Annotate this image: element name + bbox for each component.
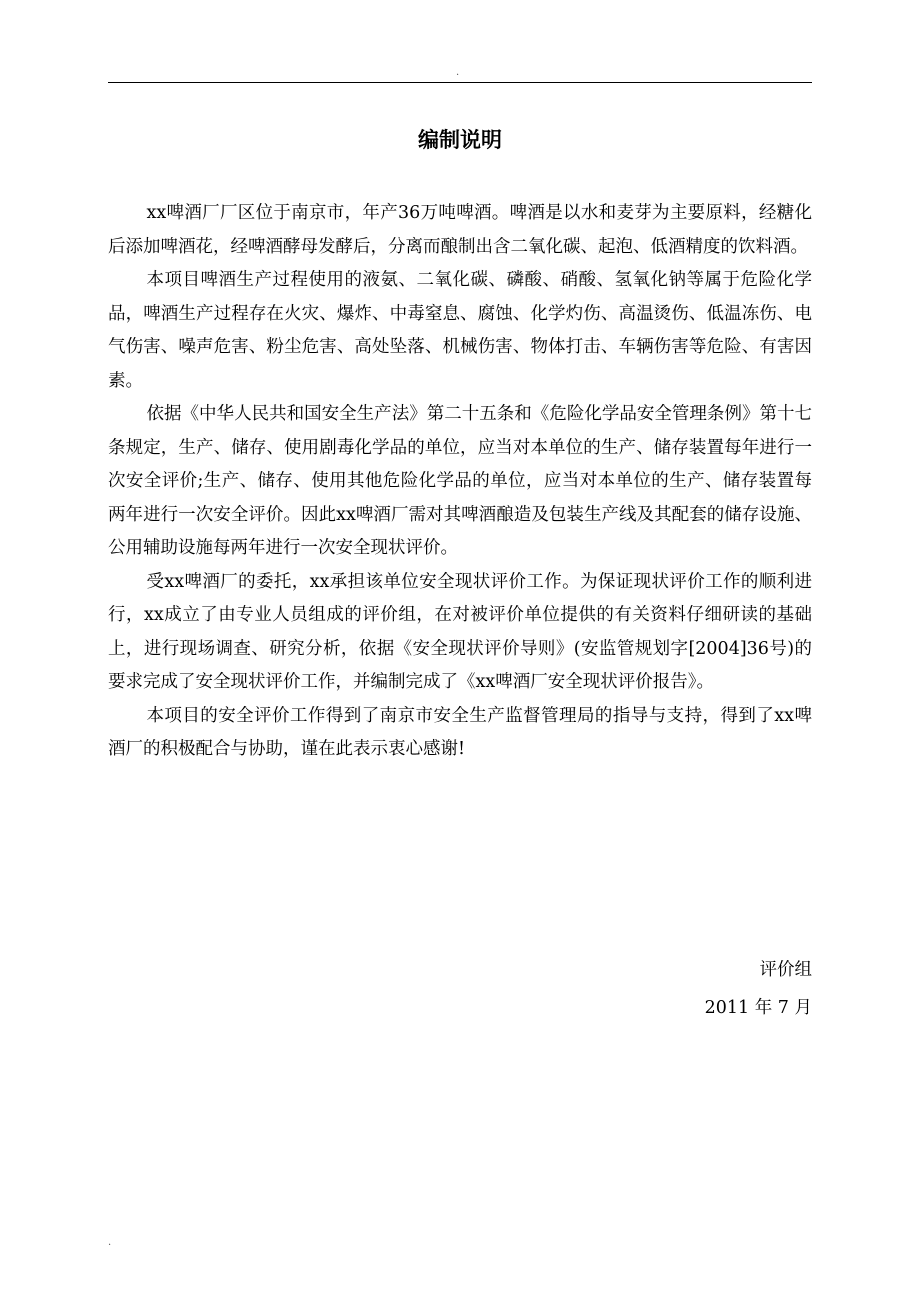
footer-mark: . <box>108 1237 112 1248</box>
signature-date: 2011 年 7 月 <box>704 998 812 1018</box>
document-body <box>108 197 812 767</box>
header-rule <box>108 82 812 83</box>
header-mark: . <box>456 67 460 78</box>
paragraph-3: 依据《中华人民共和国安全生产法》第二十五条和《危险化学品安全管理条例》第十七条规定，生产、储存、使用剧毒化学品的单位，应当对本单位的生产、储存装置每年进行一次安全评价;生产、储存、使用其他危险化学品的单位，应当对本单位的生产、储存装置每两年进行一次安全评价。因此xx啤酒厂需对其啤酒酿造及包装生产线及其配套的储存设施、公用辅助设施每两年进行一次安全现状评价。 <box>108 404 812 558</box>
paragraph-4: 受xx啤酒厂的委托，xx承担该单位安全现状评价工作。为保证现状评价工作的顺利进行，xx成立了由专业人员组成的评价组，在对被评价单位提供的有关资料仔细研读的基础上，进行现场调查、研究分析，依据《安全现状评价导则》(安监管规划字[2004]36号)的要求完成了安全现状评价工作，并编制完成了《xx啤酒厂安全现状评价报告》。 <box>108 571 812 692</box>
paragraph-1: xx啤酒厂厂区位于南京市，年产36万吨啤酒。啤酒是以水和麦芽为主要原料，经糖化后添加啤酒花，经啤酒酵母发酵后，分离而酿制出含二氧化碳、起泡、低酒精度的饮料酒。 <box>108 203 812 257</box>
paragraph-2: 本项目啤酒生产过程使用的液氨、二氧化碳、磷酸、硝酸、氢氧化钠等属于危险化学品，啤酒生产过程存在火灾、爆炸、中毒窒息、腐蚀、化学灼伤、高温烫伤、低温冻伤、电气伤害、噪声危害、粉尘危害、高处坠落、机械伤害、物体打击、车辆伤害等危险、有害因素。 <box>108 270 812 391</box>
paragraph-5: 本项目的安全评价工作得到了南京市安全生产监督管理局的指导与支持，得到了xx啤酒厂的积极配合与协助，谨在此表示衷心感谢! <box>108 705 812 759</box>
signature-group: 评价组 <box>759 960 812 980</box>
document-title: 编制说明 <box>418 128 502 152</box>
